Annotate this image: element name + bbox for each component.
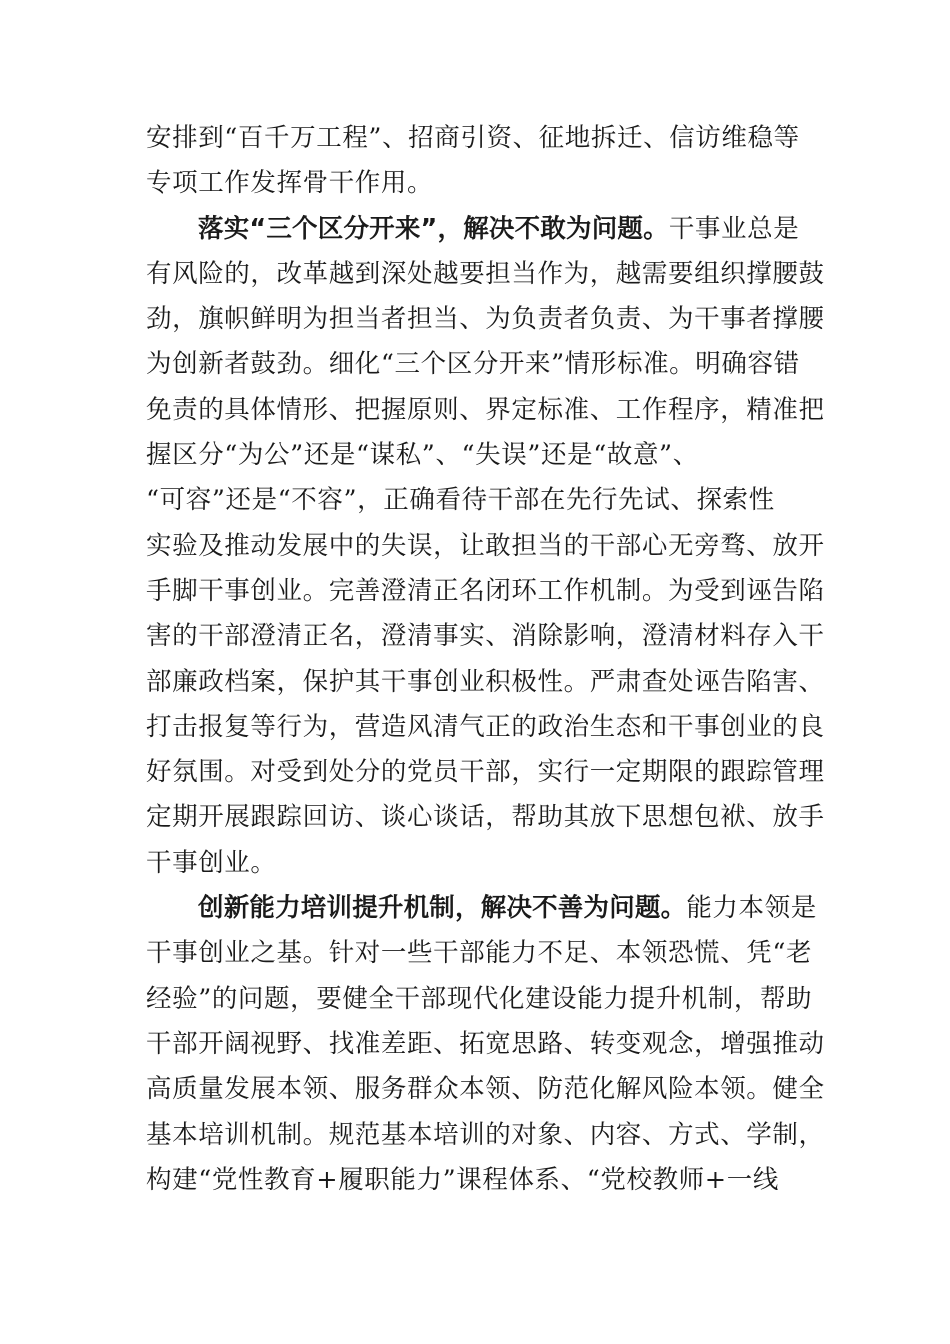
text-line: 握区分“为公”还是“谋私”、“失误”还是“故意”、 [146, 440, 699, 471]
text-line: 有风险的，改革越到深处越要担当作为，越需要组织撑腰鼓 [146, 258, 825, 289]
document-body [146, 116, 825, 1203]
text-line: 部廉政档案，保护其干事创业积极性。严肃查处诬告陷害、 [146, 666, 825, 697]
text-fragment: 能力本领是 [686, 893, 817, 924]
text-line: 打击报复等行为，营造风清气正的政治生态和干事创业的良 [146, 711, 825, 742]
paragraph-first-line [146, 207, 810, 252]
text-line: 干事创业之基。针对一些干部能力不足、本领恐慌、凭“老 [146, 938, 813, 969]
text-line: 安排到“百千万工程”、招商引资、征地拆迁、信访维稳等 [146, 123, 800, 153]
text-line: 经验”的问题，要健全干部现代化建设能力提升机制，帮助 [146, 983, 813, 1014]
text-line: 手脚干事创业。完善澄清正名闭环工作机制。为受到诬告陷 [146, 575, 825, 606]
text-line: 高质量发展本领、服务群众本领、防范化解风险本领。健全 [146, 1074, 825, 1105]
text-fragment: 干事业总是 [668, 213, 800, 244]
text-line: 干部开阔视野、找准差距、拓宽思路、转变观念，增强推动 [146, 1028, 825, 1059]
paragraph-heading: 创新能力培训提升机制，解决不善为问题。 [198, 893, 687, 924]
paragraph-first-line [146, 886, 817, 931]
text-line: 定期开展跟踪回访、谈心谈话，帮助其放下思想包袱、放手 [146, 802, 825, 833]
text-line: 实验及推动发展中的失误，让敢担当的干部心无旁骛、放开 [146, 530, 825, 561]
paragraph-heading: 落实“三个区分开来”，解决不敢为问题。 [198, 213, 669, 244]
text-line: “可容”还是“不容”，正确看待干部在先行先试、探索性 [146, 485, 775, 516]
text-line: 为创新者鼓劲。细化“三个区分开来”情形标准。明确容错 [146, 349, 800, 380]
text-line: 害的干部澄清正名，澄清事实、消除影响，澄清材料存入干 [146, 621, 825, 652]
text-line: 免责的具体情形、把握原则、界定标准、工作程序，精准把 [146, 394, 825, 425]
text-line: 干事创业。 [146, 847, 277, 878]
text-line: 劲，旗帜鲜明为担当者担当、为负责者负责、为干事者撑腰 [146, 304, 825, 335]
text-line: 好氛围。对受到处分的党员干部，实行一定期限的跟踪管理 [146, 757, 825, 788]
text-line: 构建“党性教育+履职能力”课程体系、“党校教师+一线 [146, 1164, 779, 1195]
text-line: 基本培训机制。规范基本培训的对象、内容、方式、学制， [146, 1119, 825, 1150]
text-line: 专项工作发挥骨干作用。 [146, 168, 434, 199]
